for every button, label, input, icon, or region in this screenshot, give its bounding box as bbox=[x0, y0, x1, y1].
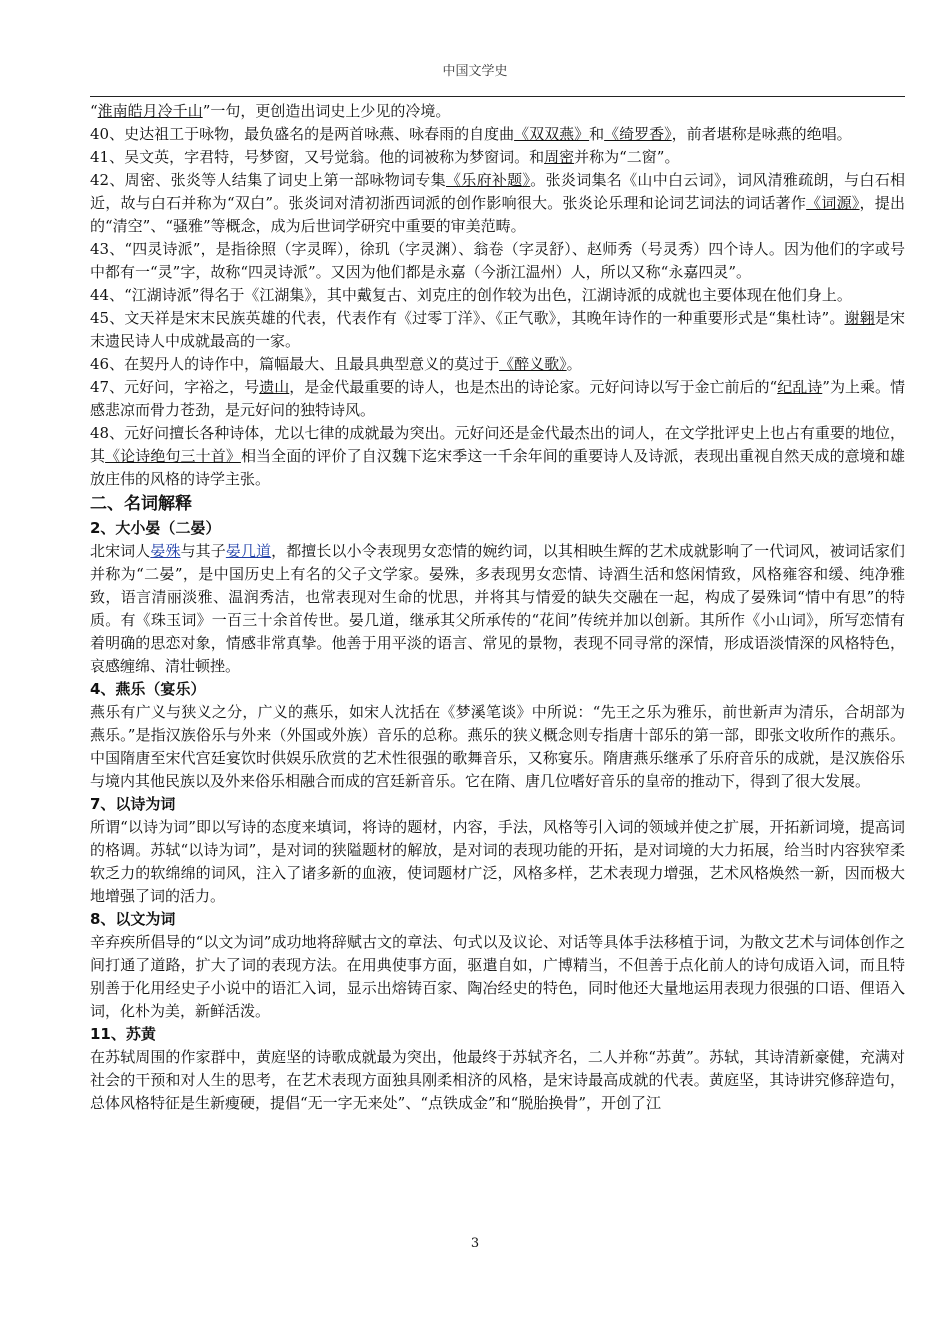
item-48: 48、元好问擅长各种诗体，尤以七律的成就最为突出。元好问还是金代最杰出的词人，在文学批评史上也占有重要的地位，其《论诗绝句三十首》相当全面的评价了自汉魏下迄宋季这一千余年间的重要诗人及诗派，表现出重视自然天成的意境和雄放庄伟的风格的诗学主张。 bbox=[90, 424, 905, 488]
item-42: 42、周密、张炎等人结集了词史上第一部咏物词专集《乐府补题》。张炎词集名《山中白云词》，词风清雅疏朗，与白石相近，故与白石并称为“双白”。张炎词对清初浙西词派的创作影响很大。张炎论乐理和论词艺词法的词话著作《词源》，提出的“清空”、“骚雅”等概念，成为后世词学研究中重要的审美范畴。 bbox=[90, 171, 905, 235]
item-43: 43、“四灵诗派”，是指徐照（字灵晖），徐玑（字灵渊）、翁卷（字灵舒）、赵师秀（号灵秀）四个诗人。因为他们的字或号中都有一“灵”字，故称“四灵诗派”。又因为他们都是永嘉（今浙江温州）人，所以又称“永嘉四灵”。 bbox=[90, 240, 905, 281]
term-title-11: 11、苏黄 bbox=[90, 1025, 156, 1043]
page-header: 中国文学史 bbox=[442, 64, 508, 79]
item-40: 40、史达祖工于咏物，最负盛名的是两首咏燕、咏春雨的自度曲《双双燕》和《绮罗香》，前者堪称是咏燕的绝唱。 bbox=[90, 125, 852, 143]
item-46: 46、在契丹人的诗作中，篇幅最大、且最具典型意义的莫过于《醉义歌》。 bbox=[90, 355, 582, 373]
page-number: 3 bbox=[470, 1236, 480, 1251]
link-yan-shu[interactable]: 晏殊 bbox=[150, 542, 181, 560]
term-title-2: 2、大小晏（二晏） bbox=[90, 519, 221, 537]
term-body-11: 在苏轼周围的作家群中，黄庭坚的诗歌成就最为突出，他最终于苏轼齐名，二人并称“苏黄”。苏轼，其诗清新豪健，充满对社会的干预和对人生的思考，在艺术表现方面独具刚柔相济的风格，是宋诗最高成就的代表。黄庭坚，其诗讲究修辞造句，总体风格特征是生新瘦硬，提倡“无一字无来处”、“点铁成金”和“脱胎换骨”，开创了江 bbox=[90, 1048, 905, 1112]
section-title: 二、名词解释 bbox=[90, 494, 192, 514]
term-title-8: 8、以文为词 bbox=[90, 910, 176, 928]
term-body-2: 北宋词人晏殊与其子晏几道，都擅长以小令表现男女恋情的婉约词，以其相映生辉的艺术成就影响了一代词风，被词话家们并称为“二晏”，是中国历史上有名的父子文学家。晏殊，多表现男女恋情、诗酒生活和悠闲情致，风格雍容和缓、纯净雅致，语言清丽淡雅、温润秀洁，也常表现对生命的忧思，并将其与情爱的缺失交融在一起，构成了晏殊词“情中有思”的特质。有《珠玉词》一百三十余首传世。晏几道，继承其父所承传的“花间”传统并加以创新。其所作《小山词》，所写恋情有着明确的思恋对象，情感非常真挚。他善于用平淡的语言、常见的景物，表现不同寻常的深情，形成语淡情深的风格特色，哀感缠绵、清壮顿挫。 bbox=[90, 542, 905, 675]
term-title-7: 7、以诗为词 bbox=[90, 795, 176, 813]
term-body-4: 燕乐有广义与狭义之分，广义的燕乐，如宋人沈括在《梦溪笔谈》中所说：“先王之乐为雅乐，前世新声为清乐，合胡部为燕乐。”是指汉族俗乐与外来（外国或外族）音乐的总称。燕乐的狭义概念则专指唐十部乐的第一部，即张文收所作的燕乐。中国隋唐至宋代宫廷宴饮时供娱乐欣赏的艺术性很强的歌舞音乐，又称宴乐。隋唐燕乐继承了乐府音乐的成就，是汉族俗乐与境内其他民族以及外来俗乐相融合而成的宫廷新音乐。它在隋、唐几位嗜好音乐的皇帝的推动下，得到了很大发展。 bbox=[90, 703, 905, 790]
item-41: 41、吴文英，字君特，号梦窗，又号觉翁。他的词被称为梦窗词。和周密并称为“二窗”。 bbox=[90, 148, 680, 166]
header-rule bbox=[90, 96, 905, 97]
link-yan-jidao[interactable]: 晏几道 bbox=[225, 542, 272, 560]
item-39-tail: “淮南皓月冷千山”一句，更创造出词史上少见的冷境。 bbox=[90, 102, 451, 120]
item-45: 45、文天祥是宋末民族英雄的代表，代表作有《过零丁洋》、《正气歌》，其晚年诗作的一种重要形式是“集杜诗”。谢翱是宋末遗民诗人中成就最高的一家。 bbox=[90, 309, 905, 350]
item-47: 47、元好问，字裕之，号遗山，是金代最重要的诗人，也是杰出的诗论家。元好问诗以写于金亡前后的“纪乱诗”为上乘。情感悲凉而骨力苍劲，是元好问的独特诗风。 bbox=[90, 378, 905, 419]
term-body-7: 所谓“以诗为词”即以写诗的态度来填词，将诗的题材，内容，手法，风格等引入词的领域并使之扩展，开拓新词境，提高词的格调。苏轼“以诗为词”，是对词的狭隘题材的解放，是对词的表现功能的开拓，是对词境的大力拓展，给当时内容狭窄柔软乏力的软绵绵的词风，注入了诸多新的血液，使词题材广泛，风格多样，艺术表现力增强，艺术风格焕然一新，因而极大地增强了词的活力。 bbox=[90, 818, 905, 905]
term-title-4: 4、燕乐（宴乐） bbox=[90, 680, 206, 698]
page-content bbox=[90, 100, 905, 1115]
term-body-8: 辛弃疾所倡导的“以文为词”成功地将辞赋古文的章法、句式以及议论、对话等具体手法移植于词，为散文艺术与词体创作之间打通了道路，扩大了词的表现方法。在用典使事方面，驱遣自如，广博精当，不但善于点化前人的诗句成语入词，而且特别善于化用经史子小说中的语汇入词，显示出熔铸百家、陶冶经史的特色，同时他还大量地运用表现力很强的口语、俚语入词，化朴为美，新鲜活泼。 bbox=[90, 933, 905, 1020]
item-44: 44、“江湖诗派”得名于《江湖集》，其中戴复古、刘克庄的创作较为出色，江湖诗派的成就也主要体现在他们身上。 bbox=[90, 286, 852, 304]
